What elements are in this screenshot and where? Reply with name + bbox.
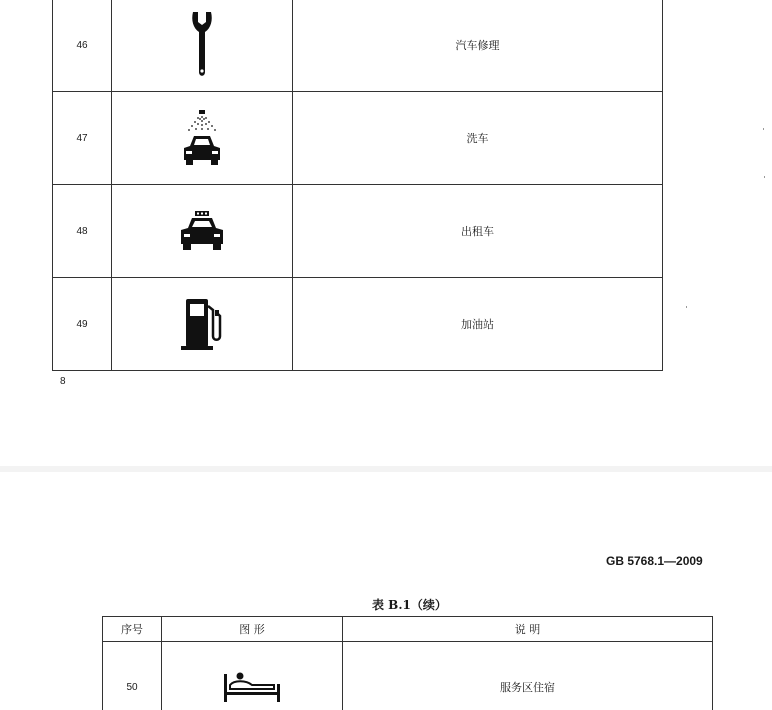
table-title: 表 B.1（续）	[372, 598, 447, 612]
row-number: 50	[103, 642, 162, 710]
row-description: 出租车	[293, 185, 663, 278]
fuel-pump-icon	[112, 278, 293, 371]
table-header-row	[103, 617, 713, 642]
header-description: 说 明	[343, 617, 713, 642]
row-description: 汽车修理	[293, 0, 663, 92]
row-number: 48	[53, 185, 112, 278]
table-row	[103, 642, 713, 710]
row-description: 洗车	[293, 92, 663, 185]
table-row	[53, 185, 663, 278]
symbol-table-upper	[52, 0, 663, 371]
table-row	[53, 278, 663, 371]
symbol-table-lower	[102, 616, 713, 710]
row-number: 46	[53, 0, 112, 92]
car-wash-icon	[112, 92, 293, 185]
row-number: 49	[53, 278, 112, 371]
row-description: 服务区住宿	[343, 642, 713, 710]
wrench-icon	[112, 0, 293, 92]
header-figure: 图 形	[162, 617, 343, 642]
table-row	[53, 0, 663, 92]
taxi-icon	[112, 185, 293, 278]
standard-code: GB 5768.1—2009	[606, 554, 703, 568]
bed-icon	[162, 642, 343, 710]
header-number: 序号	[103, 617, 162, 642]
table-row	[53, 92, 663, 185]
row-description: 加油站	[293, 278, 663, 371]
page-number: 8	[60, 376, 66, 387]
page-lower	[0, 472, 772, 710]
row-number: 47	[53, 92, 112, 185]
